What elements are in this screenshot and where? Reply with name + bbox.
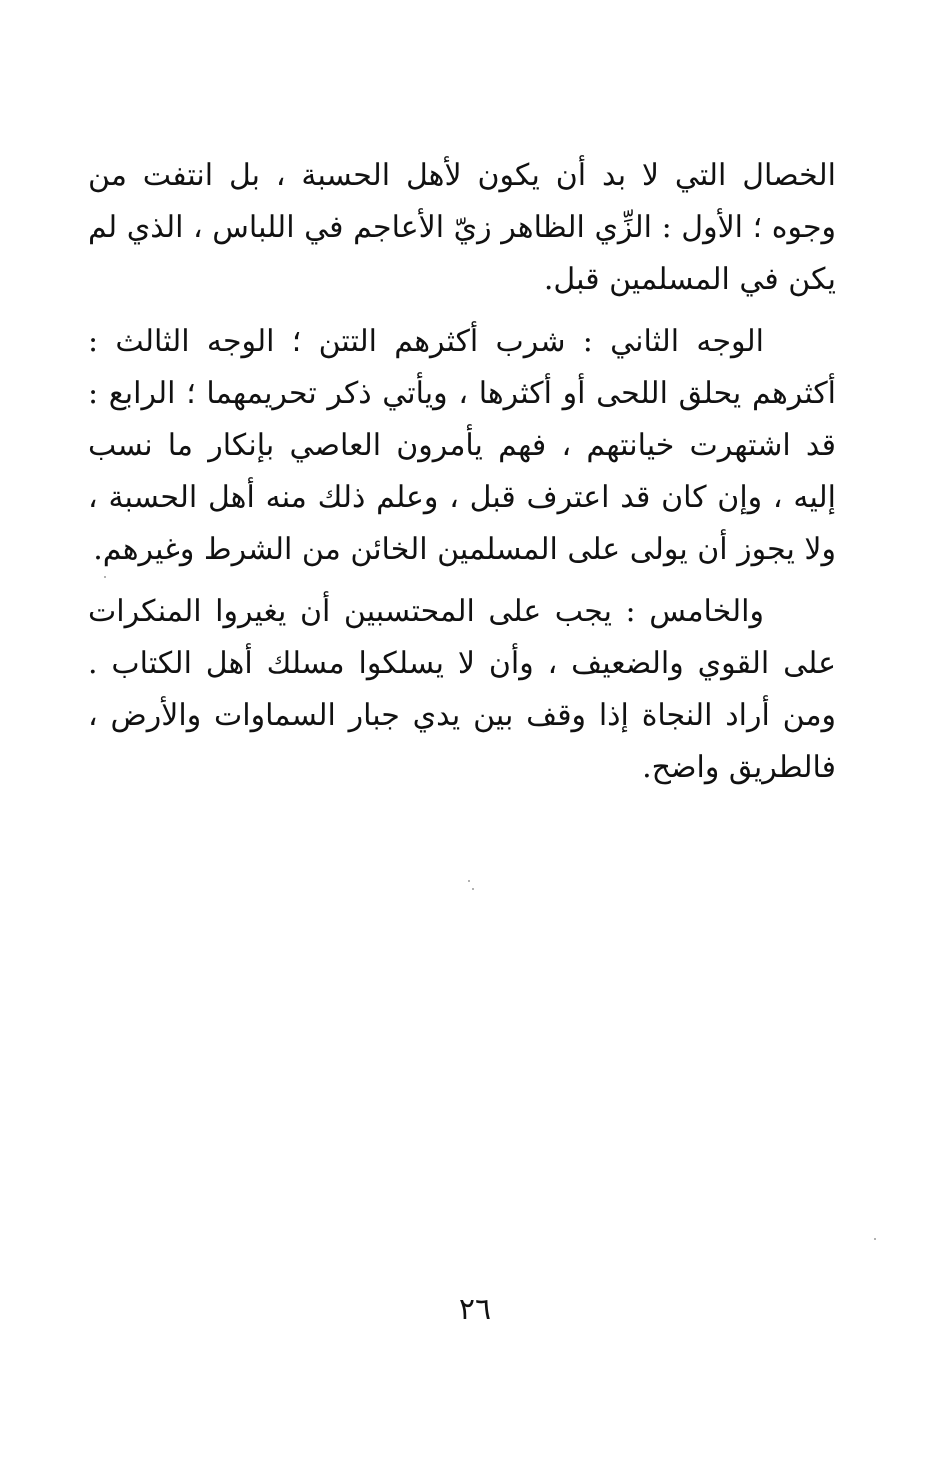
paragraph-second-third-fourth-aspects: الوجه الثاني : شرب أكثرهم التتن ؛ الوجه الثالث : أكثرهم يحلق اللحى أو أكثرها ، ويأتي ذكر تحريمهما ؛ الرابع : قد اشتهرت خيانتهم ، فهم يأمرون العاصي بإنكار ما نسب إليه ، وإن كان قد اعترف قبل ، وعلم ذلك منه أهل الحسبة ، ولا يجوز أن يولى على المسلمين الخائن من الشرط وغيرهم. bbox=[88, 324, 836, 567]
scan-speck bbox=[104, 576, 106, 578]
paragraph-fifth-aspect: والخامس : يجب على المحتسبين أن يغيروا المنكرات على القوي والضعيف ، وأن لا يسلكوا مسلك أهل الكتاب . ومن أراد النجاة إذا وقف بين يدي جبار السماوات والأرض ، فالطريق واضح. bbox=[88, 594, 836, 785]
page-number: ٢٦ bbox=[458, 1292, 492, 1327]
paragraph-continuation: الخصال التي لا بد أن يكون لأهل الحسبة ، بل انتفت من وجوه ؛ الأول : الزِّي الظاهر زيّ الأعاجم في اللباس ، الذي لم يكن في المسلمين قبل. bbox=[88, 158, 836, 297]
scan-speck bbox=[468, 880, 470, 882]
body-text bbox=[88, 150, 836, 794]
scan-speck bbox=[472, 888, 474, 890]
scan-speck bbox=[874, 1238, 876, 1240]
